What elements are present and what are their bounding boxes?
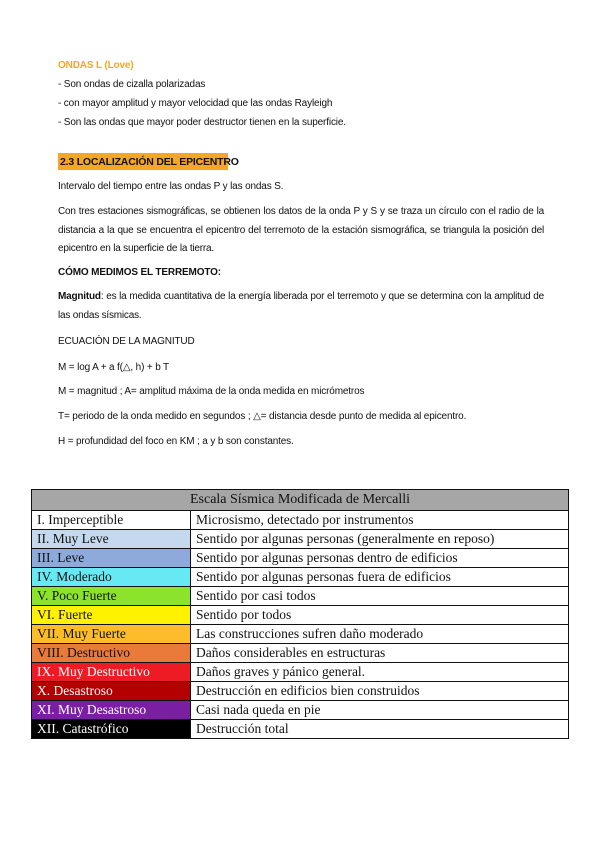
table-row	[32, 549, 569, 568]
intensity-description: Sentido por algunas personas (generalmente en reposo)	[191, 530, 569, 549]
table-row	[32, 663, 569, 682]
intensity-level: II. Muy Leve	[32, 530, 191, 549]
subheading-terremoto: CÓMO MEDIMOS EL TERREMOTO:	[58, 267, 221, 278]
magnitud-text: : es la medida cuantitativa de la energía liberada por el terremoto y que se determina con la amplitud de las ondas sísmicas.	[58, 291, 544, 321]
intensity-level: I. Imperceptible	[32, 511, 191, 530]
intensity-level: XII. Catastrófico	[32, 720, 191, 739]
intensity-description: Sentido por casi todos	[191, 587, 569, 606]
ecuacion-title: ECUACIÓN DE LA MAGNITUD	[58, 336, 195, 347]
intensity-level: X. Desastroso	[32, 682, 191, 701]
epicentro-paragraph: Con tres estaciones sismográficas, se obtienen los datos de la onda P y S y se traza un círculo con el radio de la distancia a la que se encuentra el epicentro del terremoto de la estación sismográfica, se triangula la posición del epicentro en la superficie de la tierra.	[58, 206, 544, 254]
definition: M = magnitud ; A= amplitud máxima de la onda medida en micrómetros	[58, 386, 365, 397]
table-row	[32, 568, 569, 587]
magnitud-paragraph	[58, 288, 544, 325]
table-title: Escala Sísmica Modificada de Mercalli	[32, 490, 569, 511]
intensity-level: III. Leve	[32, 549, 191, 568]
intensity-description: Sentido por todos	[191, 606, 569, 625]
intensity-description: Sentido por algunas personas dentro de edificios	[191, 549, 569, 568]
intensity-level: V. Poco Fuerte	[32, 587, 191, 606]
table-row	[32, 682, 569, 701]
intensity-level: VIII. Destructivo	[32, 644, 191, 663]
intensity-description: Destrucción en edificios bien construidos	[191, 682, 569, 701]
intensity-description: Daños graves y pánico general.	[191, 663, 569, 682]
formula: M = log A + a f(△, h) + b T	[58, 362, 170, 373]
magnitud-label: Magnitud	[58, 291, 101, 302]
ondas-l-item: - Son ondas de cizalla polarizadas	[58, 79, 206, 90]
intensity-description: Destrucción total	[191, 720, 569, 739]
ondas-l-item: - Son las ondas que mayor poder destructor tienen en la superficie.	[58, 117, 346, 128]
definition: H = profundidad del foco en KM ; a y b son constantes.	[58, 436, 294, 447]
table-row	[32, 720, 569, 739]
table-body	[32, 511, 569, 739]
section-heading: 2.3 LOCALIZACIÓN DEL EPICENTRO	[60, 156, 239, 168]
intro-text: Intervalo del tiempo entre las ondas P y las ondas S.	[58, 181, 284, 192]
intensity-level: VI. Fuerte	[32, 606, 191, 625]
table-row	[32, 701, 569, 720]
table-row	[32, 530, 569, 549]
intensity-description: Casi nada queda en pie	[191, 701, 569, 720]
intensity-description: Sentido por algunas personas fuera de edificios	[191, 568, 569, 587]
intensity-level: IV. Moderado	[32, 568, 191, 587]
table-row	[32, 511, 569, 530]
intensity-level: XI. Muy Desastroso	[32, 701, 191, 720]
intensity-level: IX. Muy Destructivo	[32, 663, 191, 682]
table-header-row	[32, 490, 569, 511]
mercalli-table	[31, 489, 569, 739]
definition: T= periodo de la onda medido en segundos ; △= distancia desde punto de medida al epicentro.	[58, 411, 467, 422]
table-row	[32, 606, 569, 625]
intensity-description: Microsismo, detectado por instrumentos	[191, 511, 569, 530]
table-row	[32, 625, 569, 644]
table-row	[32, 587, 569, 606]
table-row	[32, 644, 569, 663]
ondas-l-item: - con mayor amplitud y mayor velocidad que las ondas Rayleigh	[58, 98, 333, 109]
intensity-description: Las construcciones sufren daño moderado	[191, 625, 569, 644]
intensity-description: Daños considerables en estructuras	[191, 644, 569, 663]
intensity-level: VII. Muy Fuerte	[32, 625, 191, 644]
ondas-l-title: ONDAS L (Love)	[58, 60, 134, 71]
